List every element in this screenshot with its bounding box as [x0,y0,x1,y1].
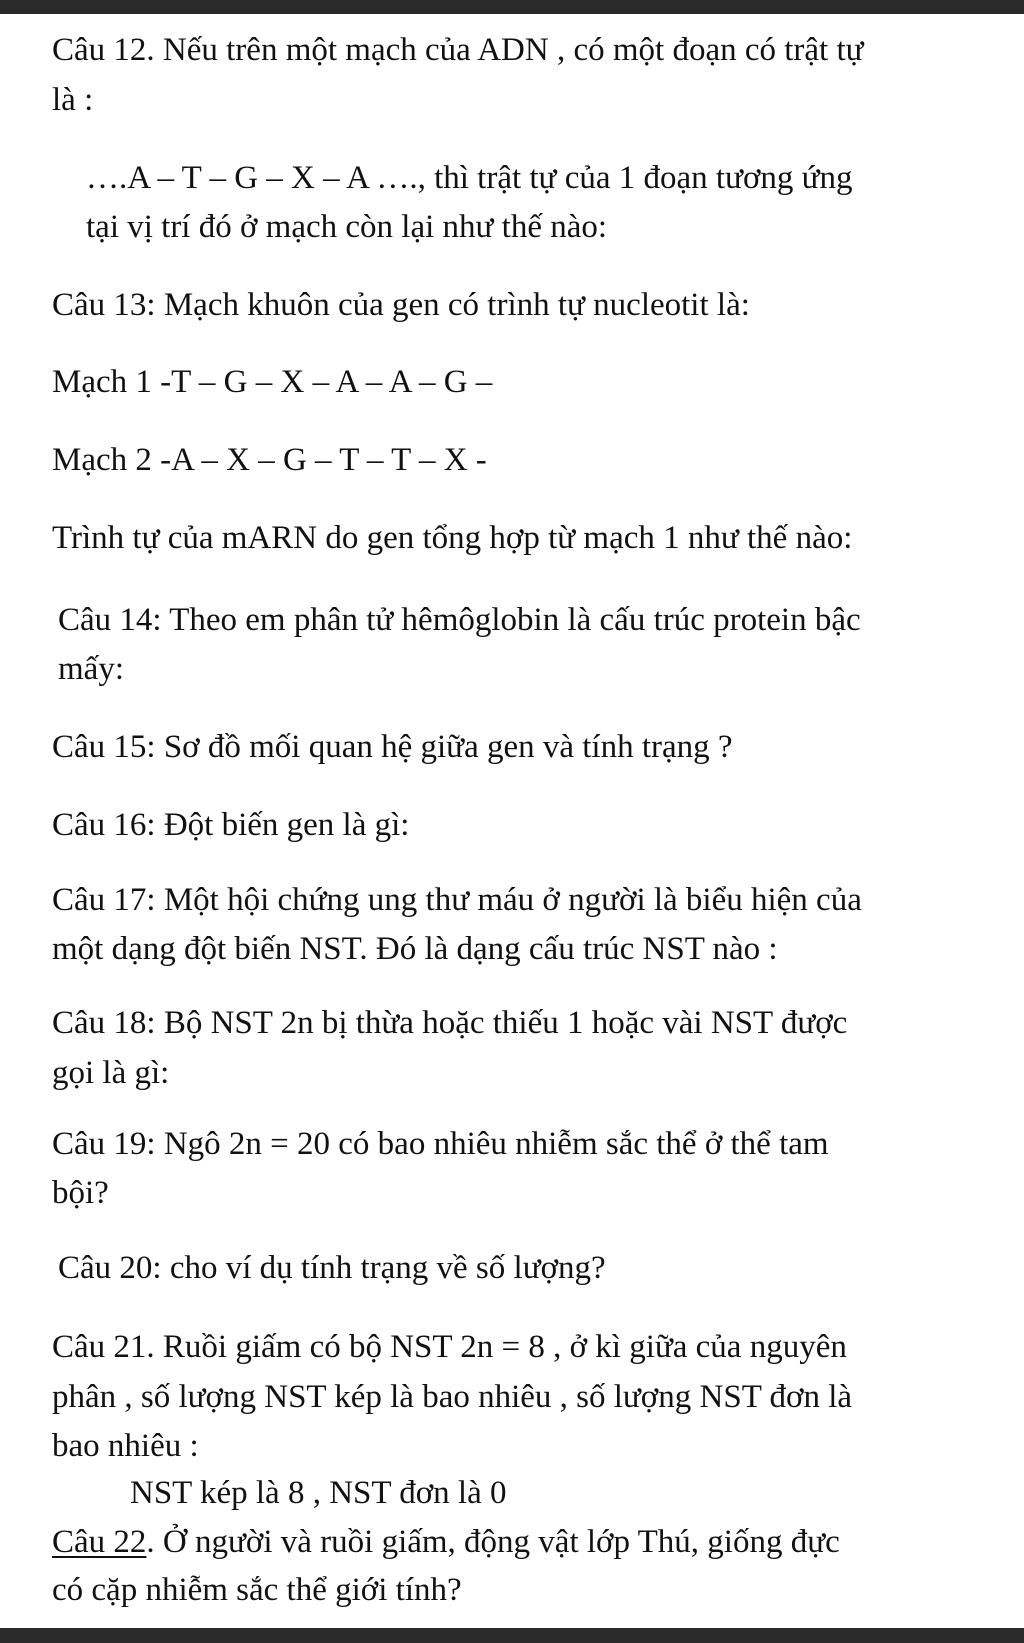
q21-line-3: bao nhiêu : [52,1428,199,1464]
q20-line-1: Câu 20: cho ví dụ tính trạng về số lượng? [58,1250,606,1286]
q17-line-2: một dạng đột biến NST. Đó là dạng cấu trúc NST nào : [52,931,778,967]
q21-line-1: Câu 21. Ruồi giấm có bộ NST 2n = 8 , ở kì giữa của nguyên [52,1329,847,1365]
q12-line-3: ….A – T – G – X – A …., thì trật tự của 1 đoạn tương ứng [86,160,853,196]
q21-line-2: phân , số lượng NST kép là bao nhiêu , số lượng NST đơn là [52,1379,853,1415]
q13-strand-1: Mạch 1 -T – G – X – A – A – G – [52,364,493,400]
q12-line-1: Câu 12. Nếu trên một mạch của ADN , có một đoạn có trật tự [52,32,864,68]
q13-line-1: Câu 13: Mạch khuôn của gen có trình tự nucleotit là: [52,287,750,323]
q15-line-1: Câu 15: Sơ đồ mối quan hệ giữa gen và tính trạng ? [52,729,733,765]
q22-label: Câu 22 [52,1524,147,1560]
q14-line-2: mấy: [58,651,124,687]
top-dark-border [0,0,1024,14]
q19-line-2: bội? [52,1175,109,1211]
q12-line-4: tại vị trí đó ở mạch còn lại như thế nào: [86,209,608,245]
q14-line-1: Câu 14: Theo em phân tử hêmôglobin là cấu trúc protein bậc [58,602,861,638]
q22-line-1 [52,1522,840,1562]
q22-line-2: có cặp nhiễm sắc thể giới tính? [52,1572,462,1608]
q17-line-1: Câu 17: Một hội chứng ung thư máu ở người là biểu hiện của [52,882,862,918]
q22-line-1-rest: . Ở người và ruồi giấm, động vật lớp Thú, giống đực [146,1524,840,1560]
q16-line-1: Câu 16: Đột biến gen là gì: [52,807,410,843]
q13-line-4: Trình tự của mARN do gen tổng hợp từ mạch 1 như thế nào: [52,520,853,556]
q12-line-2: là : [52,82,94,118]
q19-line-1: Câu 19: Ngô 2n = 20 có bao nhiêu nhiễm sắc thể ở thể tam [52,1126,829,1162]
q18-line-1: Câu 18: Bộ NST 2n bị thừa hoặc thiếu 1 hoặc vài NST được [52,1005,848,1041]
q18-line-2: gọi là gì: [52,1055,170,1091]
q13-strand-2: Mạch 2 -A – X – G – T – T – X - [52,442,487,478]
bottom-dark-border [0,1628,1024,1643]
q21-answer: NST kép là 8 , NST đơn là 0 [130,1475,507,1511]
